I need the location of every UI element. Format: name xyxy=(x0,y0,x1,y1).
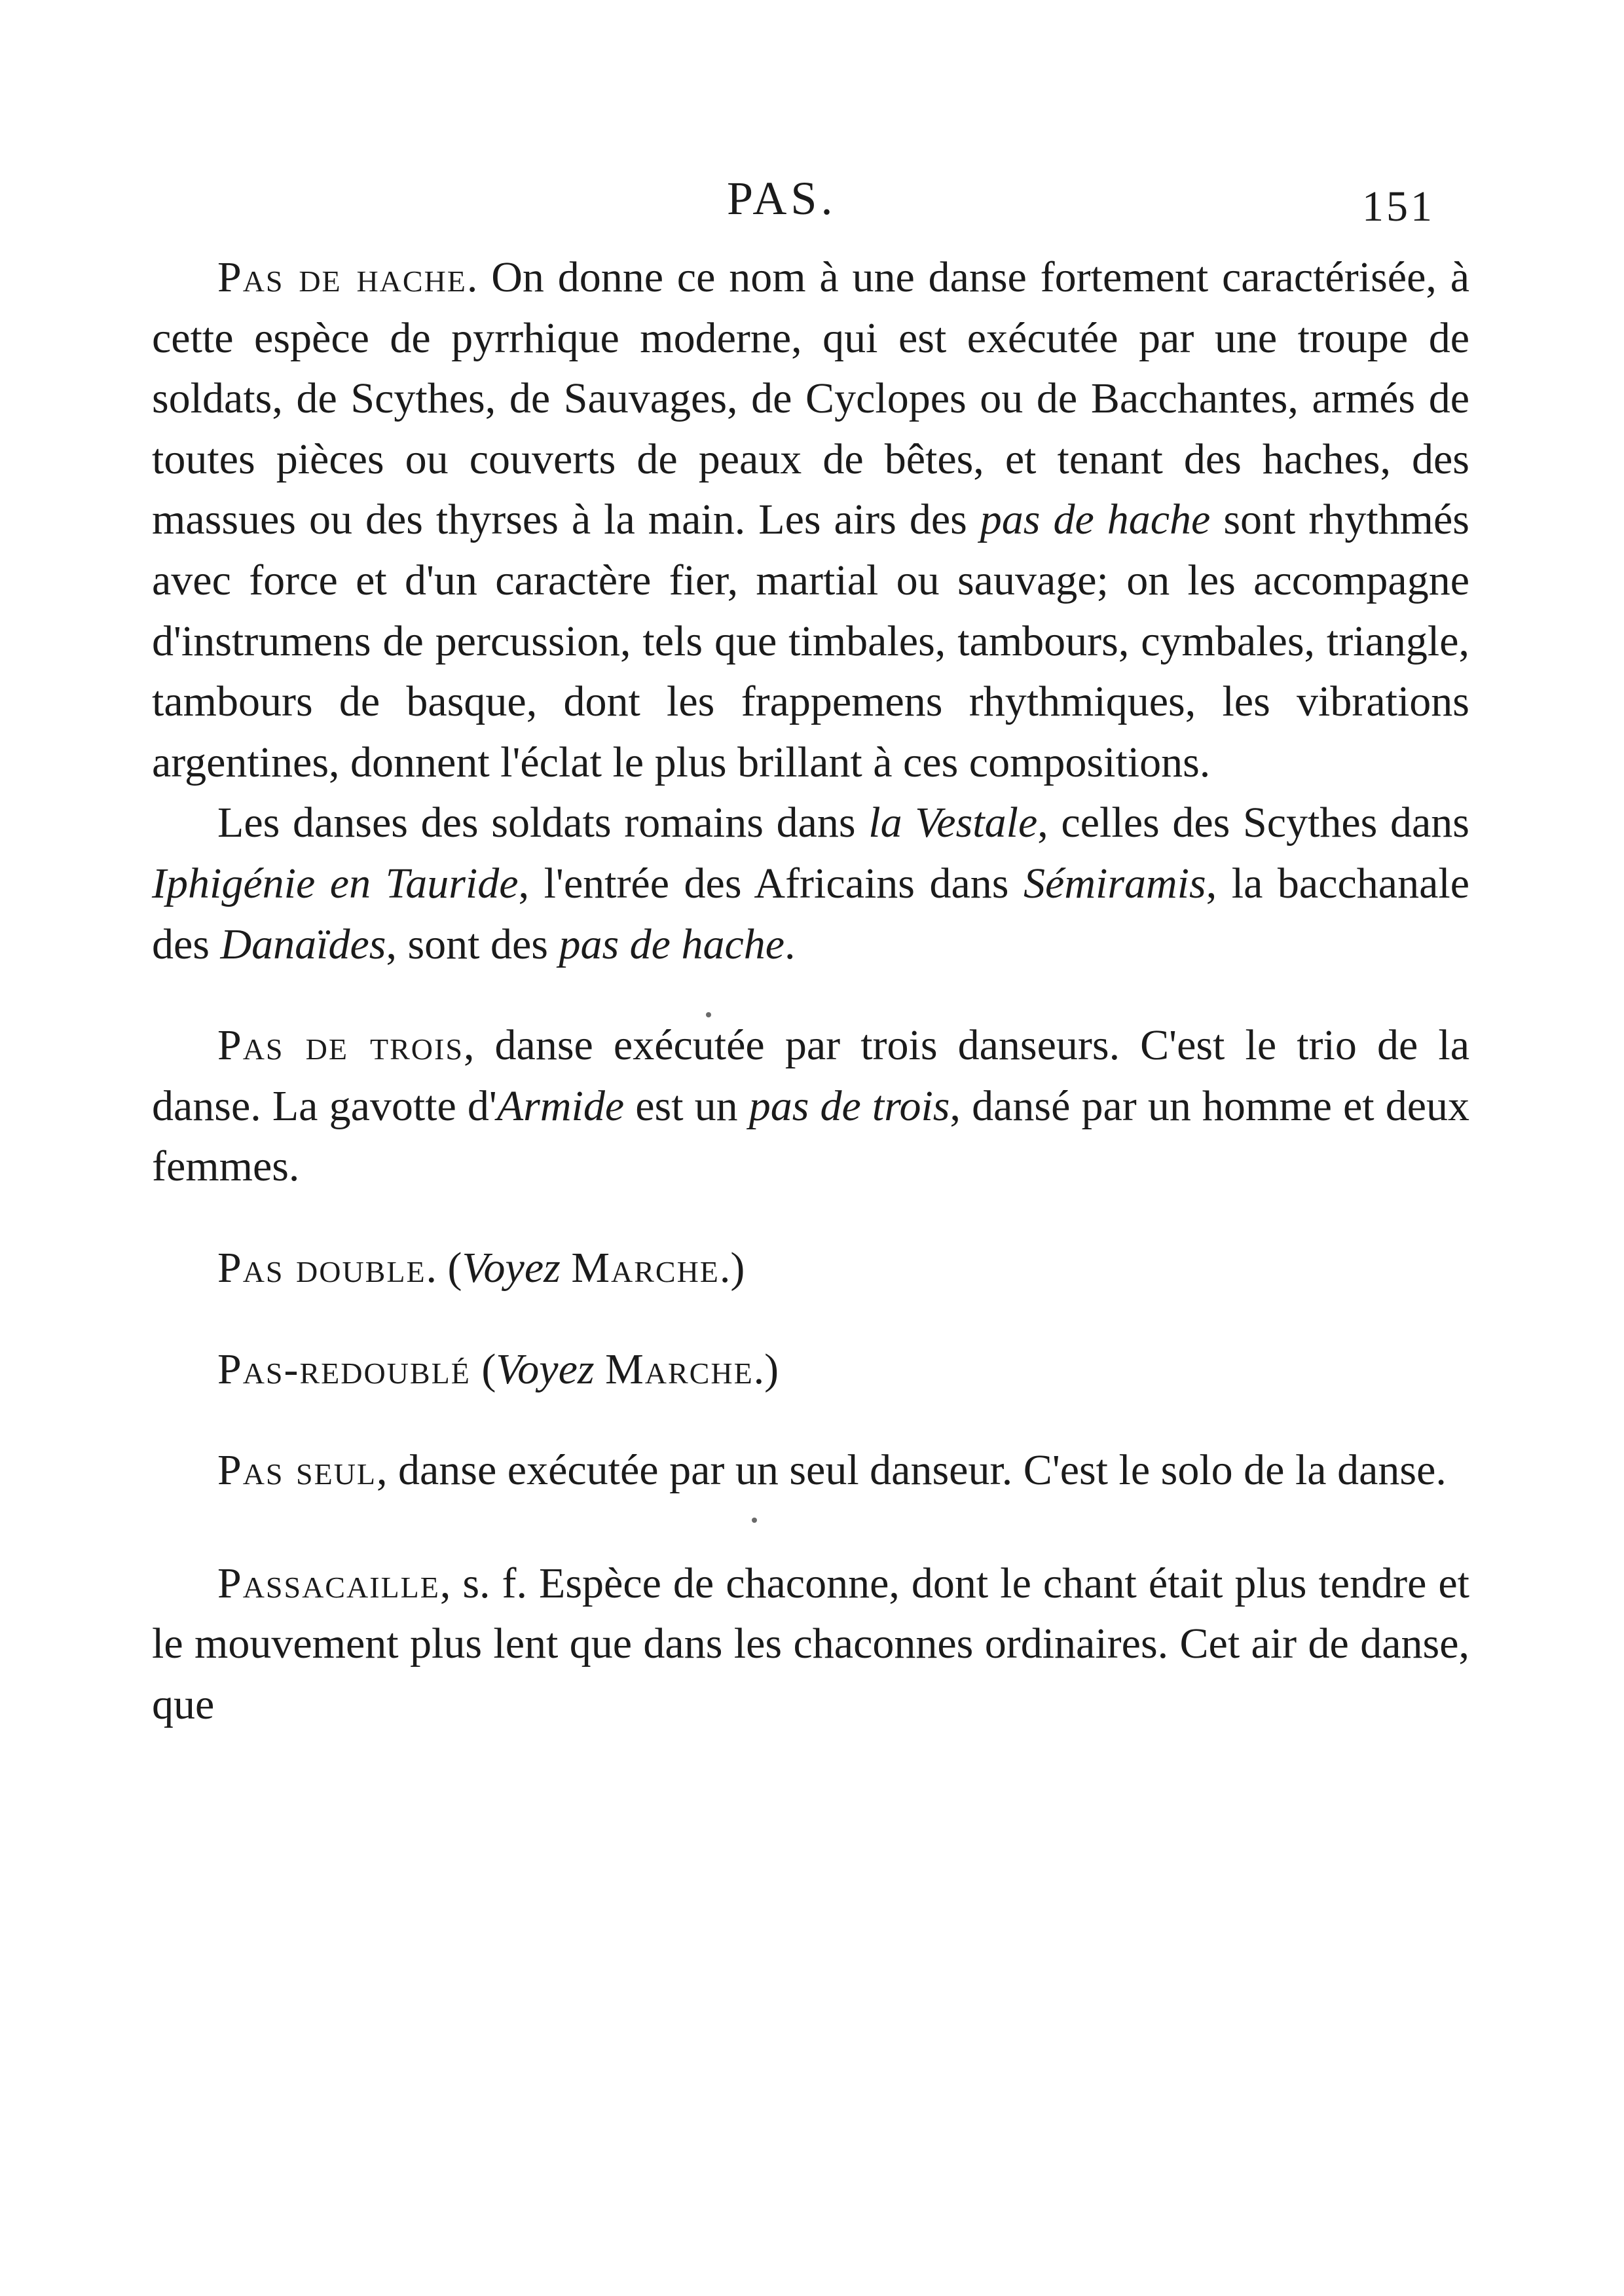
spacer xyxy=(152,1299,1469,1339)
work-title: Armide xyxy=(496,1082,625,1130)
entry-italic: pas de hache xyxy=(559,920,785,968)
spacer xyxy=(152,975,1469,1015)
entry-pas-double xyxy=(152,1238,1469,1299)
entry-text: . ( xyxy=(426,1243,462,1292)
entry-text: , danse exécutée par trois danseurs. C'est le trio de la danse. La gavotte d' xyxy=(152,1021,1470,1130)
ink-speck xyxy=(706,1012,711,1017)
entry-text: , dansé par un homme et deux femmes. xyxy=(152,1082,1469,1191)
see-also-label: Voyez xyxy=(496,1345,595,1393)
entry-pas-de-trois xyxy=(152,1015,1469,1197)
entry-text: , la bacchanale des xyxy=(152,859,1469,968)
entry-pas-de-hache-examples xyxy=(152,793,1469,975)
work-title: Sémiramis xyxy=(1024,859,1206,907)
entry-term: Pas de hache xyxy=(217,253,467,301)
entry-text: . On donne ce nom à une danse fortement caractérisée, à cette espèce de pyrrhique moderne, qui est exécutée par une troupe de soldats, de Scythes, de Sauvages, de Cyclopes ou de Bacchantes, armés de toutes pièces ou couverts de peaux de bêtes, et tenant des haches, des massues ou des thyrses à la main. Les airs des xyxy=(152,253,1469,544)
ink-speck xyxy=(752,1518,757,1523)
work-title: Danaïdes xyxy=(220,920,386,968)
entry-term: Pas double xyxy=(217,1243,426,1292)
page-number: 151 xyxy=(1362,183,1435,230)
entry-text: , celles des Scythes dans xyxy=(1037,799,1469,847)
work-title: Iphigénie en Tauride xyxy=(152,859,519,907)
entry-text xyxy=(561,1244,572,1292)
entry-text: sont rhythmés avec force et d'un caractère fier, martial ou sauvage; on les accompagne d'instrumens de percussion, tels que timbales, tambours, cymbales, triangle, tambours de basque, dont les frappemens rhythmiques, les vibrations argentines, donnent l'éclat le plus brillant à ces compositions. xyxy=(152,496,1469,786)
entry-text: , s. f. Espèce de chaconne, dont le chant était plus tendre et le mouvement plus lent que dans les chaconnes ordinaires. Cet air de danse, que xyxy=(152,1559,1469,1728)
spacer xyxy=(152,1400,1469,1440)
running-title: PAS. xyxy=(727,172,837,225)
work-title: la Vestale xyxy=(868,799,1038,847)
entry-pas-de-hache xyxy=(152,247,1469,793)
entry-italic: pas de hache xyxy=(980,496,1211,544)
cross-reference: Marche xyxy=(605,1345,754,1393)
running-head xyxy=(0,172,1624,237)
entry-pas-seul xyxy=(152,1440,1469,1501)
entry-text: .) xyxy=(719,1243,745,1292)
entry-term: Pas seul xyxy=(217,1446,377,1495)
entry-text: .) xyxy=(753,1345,779,1393)
body-text xyxy=(152,247,1469,1735)
entry-text: , danse exécutée par un seul danseur. C'est le solo de la danse. xyxy=(377,1446,1447,1495)
entry-text: est un xyxy=(624,1082,749,1130)
spacer xyxy=(152,1501,1469,1554)
entry-term: Pas de trois xyxy=(217,1021,464,1070)
cross-reference: Marche xyxy=(571,1243,720,1292)
entry-text: . xyxy=(784,920,796,968)
entry-italic: pas de trois xyxy=(748,1082,950,1130)
entry-text: ( xyxy=(470,1345,496,1393)
spacer xyxy=(152,1197,1469,1238)
entry-term: Passacaille xyxy=(217,1559,440,1607)
entry-term: Pas-redoublé xyxy=(217,1345,471,1393)
entry-text: Les danses des soldats romains dans xyxy=(217,799,869,847)
entry-text xyxy=(595,1345,606,1393)
see-also-label: Voyez xyxy=(462,1243,561,1292)
entry-text: , sont des xyxy=(386,920,559,968)
entry-passacaille xyxy=(152,1554,1469,1736)
entry-text: , l'entrée des Africains dans xyxy=(518,859,1024,907)
entry-pas-redouble xyxy=(152,1339,1469,1400)
